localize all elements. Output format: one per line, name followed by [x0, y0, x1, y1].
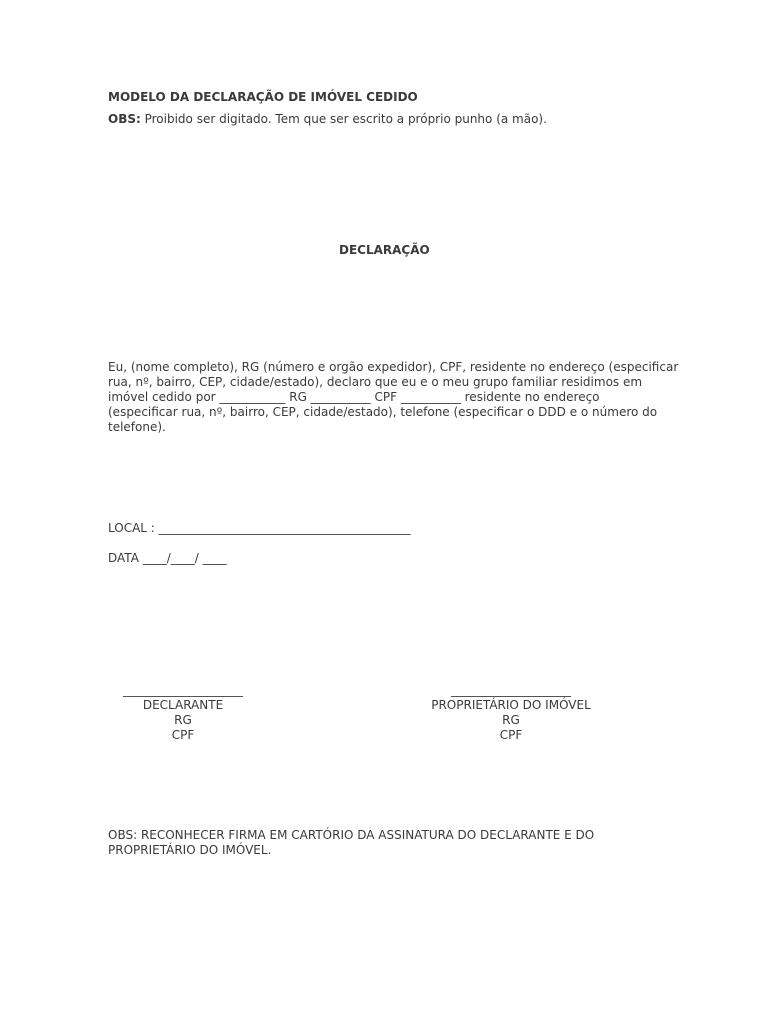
signature-line: ____________________: [451, 683, 571, 697]
signature-cpf: CPF: [499, 728, 523, 742]
document-title: MODELO DA DECLARAÇÃO DE IMÓVEL CEDIDO: [108, 90, 418, 104]
body-line: imóvel cedido por ___________ RG __________ CPF __________ residente no endereço: [108, 390, 600, 404]
footer-obs-line: OBS: RECONHECER FIRMA EM CARTÓRIO DA ASSINATURA DO DECLARANTE E DO: [108, 828, 595, 842]
obs-note: [108, 112, 547, 127]
signature-rg: RG: [174, 713, 192, 727]
signature-title: PROPRIETÁRIO DO IMÓVEL: [431, 698, 591, 712]
declaration-heading: DECLARAÇÃO: [339, 243, 430, 257]
body-line: rua, nº, bairro, CEP, cidade/estado), declaro que eu e o meu grupo familiar residimos em: [108, 375, 643, 389]
body-line: Eu, (nome completo), RG (número e orgão expedidor), CPF, residente no endereço (especificar: [108, 360, 679, 374]
signature-declarante: [108, 683, 258, 743]
body-line: (especificar rua, nº, bairro, CEP, cidade/estado), telefone (especificar o DDD e o número do: [108, 405, 658, 419]
date-field: DATA ____/____/ ____: [108, 551, 227, 565]
obs-label: OBS:: [108, 112, 141, 126]
declaration-body: [108, 360, 678, 435]
footer-obs: [108, 828, 594, 858]
signature-cpf: CPF: [171, 728, 195, 742]
local-field: LOCAL : __________________________________________: [108, 521, 411, 535]
signature-rg: RG: [502, 713, 520, 727]
signature-title: DECLARANTE: [142, 698, 224, 712]
obs-text: Proibido ser digitado. Tem que ser escrito a próprio punho (a mão).: [140, 112, 547, 126]
body-line: telefone).: [108, 420, 166, 434]
signature-line: ____________________: [123, 683, 243, 697]
signature-proprietario: [426, 683, 596, 743]
footer-obs-line: PROPRIETÁRIO DO IMÓVEL.: [108, 843, 272, 857]
